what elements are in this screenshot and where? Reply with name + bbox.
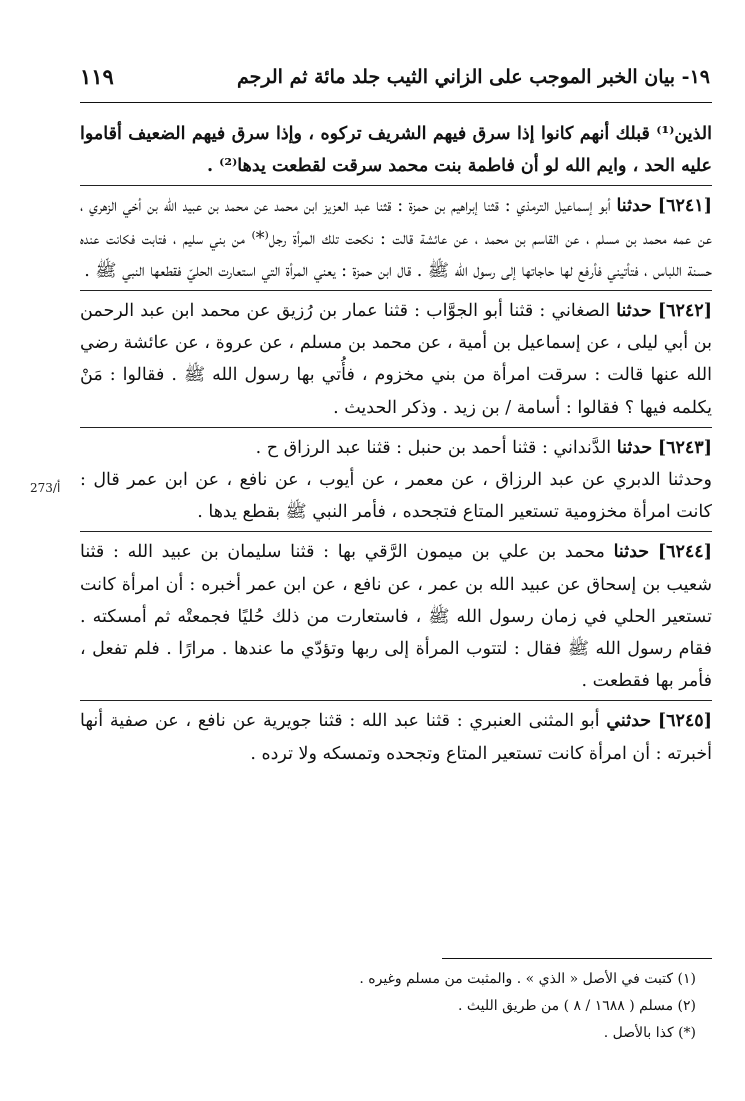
hadith-text: الصغاني : قثنا أبو الجوَّاب : قثنا عمار بن رُزيق عن محمد ابن عبد الرحمن بن أبي ليلى ، عن إسماعيل بن أمية ، عن محمد بن مسلم ، عن عروة ، عن عائشة رضي الله عنها قالت : سرقت امرأة من بني مخزوم ، فأُتي بها رسول الله ﷺ . فقالوا : مَنْ يكلمه فيها ؟ فقالوا : أسامة / بن زيد . وذكر الحديث . — [80, 301, 712, 418]
footnote-2: (٢) مسلم ( ١٦٨٨ / ٨ ) من طريق الليث . — [458, 998, 696, 1014]
intro-paragraph: الذين⁽¹⁾ قبلك أنهم كانوا إذا سرق فيهم الشريف تركوه ، وإذا سرق فيهم الضعيف أقاموا عليه الحد ، وايم الله لو أن فاطمة بنت محمد سرقت لقطعت يدها⁽²⁾ . — [80, 124, 712, 177]
hadith-text: الدَّنداني : قثنا أحمد بن حنبل : قثنا عبد الرزاق ح . — [255, 437, 612, 458]
hadith-separator — [80, 290, 712, 291]
hadith-6243-second-chain: وحدثنا الدبري عن عبد الرزاق ، عن معمر ، عن أيوب ، عن نافع ، عن ابن عمر قال : كانت امرأة مخزومية تستعير المتاع فتجحده ، فأمر النبي ﷺ بقطع يدها . — [80, 470, 712, 523]
hadith-number: [٦٢٤٣] — [657, 437, 712, 458]
hadith-text: محمد بن علي بن ميمون الرَّقي بها : قثنا سليمان بن عبيد الله : قثنا شعيب بن إسحاق عن عبيد الله بن عمر ، عن نافع ، عن ابن عمر أخبره : أن امرأة كانت تستعير الحلي في زمان رسول الله ﷺ ، فاستعارت من ذلك حُليًا فجمعتْه ثم أمسكته . فقام رسول الله ﷺ فقال : لتتوب المرأة إلى ربها وتؤدّي ما عندها . مرارًا . فلم تفعل ، فأمر بها فقطعت . — [80, 542, 712, 692]
footnote-divider — [442, 958, 712, 959]
narration-verb: حدثني — [606, 711, 652, 732]
hadith-number: [٦٢٤٤] — [657, 542, 712, 563]
hadith-number: [٦٢٤٢] — [657, 301, 712, 322]
footnote-star: (*) كذا بالأصل . — [603, 1025, 696, 1041]
hadith-text: أبو المثنى العنبري : قثنا عبد الله : قثنا جويرية عن نافع ، عن صفية أنها أخبرته : أن امرأة كانت تستعير المتاع وتجحده وتمسكه ولا ترده . — [80, 711, 712, 764]
footnotes — [80, 966, 712, 1047]
header-divider — [80, 102, 712, 103]
hadith-separator — [80, 531, 712, 532]
manuscript-folio-note: 273/أ — [30, 481, 61, 495]
narration-verb: حدثنا — [616, 196, 652, 217]
hadith-separator — [80, 700, 712, 701]
chapter-title: ١٩- بيان الخبر الموجب على الزاني الثيب جلد مائة ثم الرجم — [237, 66, 710, 88]
hadith-6245 — [80, 705, 712, 769]
main-text — [80, 118, 712, 770]
footnote-1: (١) كتبت في الأصل « الذي » . والمثبت من مسلم وغيره . — [359, 971, 696, 987]
hadith-6243 — [80, 432, 712, 464]
hadith-number: [٦٢٤١] — [657, 196, 712, 217]
narration-verb: حدثنا — [613, 542, 650, 563]
hadith-6244 — [80, 536, 712, 697]
hadith-6241 — [80, 190, 712, 287]
hadith-6242 — [80, 295, 712, 424]
hadith-separator — [80, 185, 712, 186]
hadith-separator — [80, 427, 712, 428]
narration-verb: حدثنا — [616, 437, 653, 458]
hadith-text: أبو إسماعيل الترمذي : قثنا إبراهيم بن حمزة : قثنا عبد العزيز ابن محمد عن محمد بن عبيد الله بن أخي الزهري ، عن عمه محمد بن مسلم ، عن القاسم بن محمد ، عن عائشة قالت : نكحت تلك المرأة رجل⁽*⁾ من بني سليم ، فتابت فكانت عنده حسنة اللباس ، فتأتيني فأرفع لها حاجاتها إلى رسول الله ﷺ . قال ابن حمزة : يعني المرأة التي استعارت الحليّ فقطعها النبي ﷺ . — [80, 196, 712, 281]
page-header — [80, 62, 710, 98]
page-number: ١١٩ — [80, 64, 114, 89]
hadith-number: [٦٢٤٥] — [657, 711, 712, 732]
narration-verb: حدثنا — [616, 301, 652, 322]
